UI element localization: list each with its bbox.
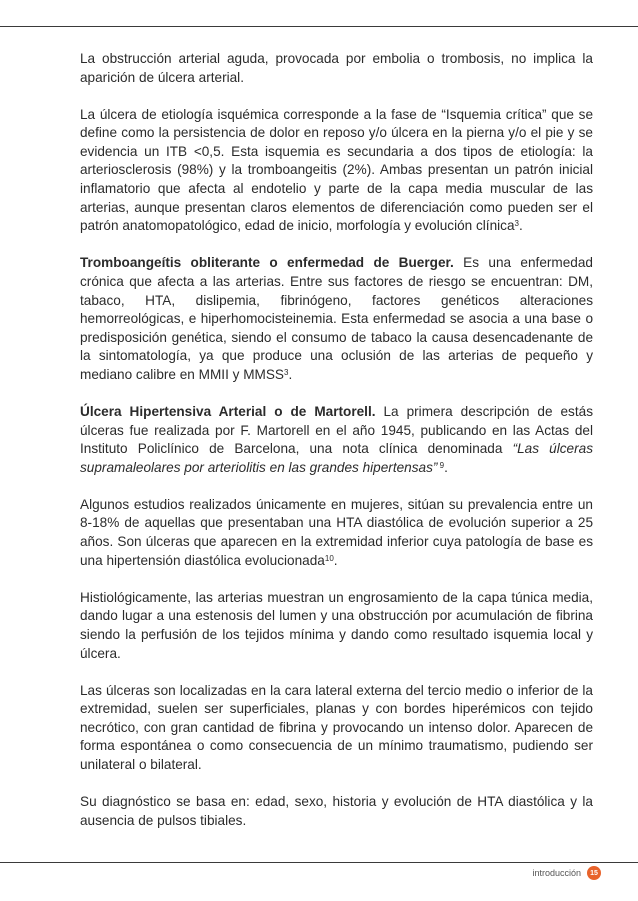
paragraph-tail: .: [333, 552, 338, 568]
citation-ref: 3: [514, 219, 519, 229]
paragraph-buerger: [80, 254, 593, 384]
paragraph-text: Las úlceras son localizadas en la cara lateral externa del tercio medio o inferior de la extremidad, suelen ser superficiales, planas y con bordes hiperémicos con tejido necrótico, con gran cantidad de fibrina y provocando un intenso dolor. Aparecen de forma espontánea o como consecuencia de un mínimo traumatismo, pudiendo ser unilateral o bilateral.: [80, 682, 593, 772]
citation-ref: 3: [283, 367, 289, 377]
paragraph-tail: .: [518, 218, 523, 234]
paragraph-text: La úlcera de etiología isquémica corresponde a la fase de “Isquemia crítica” que se define como la persistencia de dolor en reposo y/o úlcera en la pierna y/o el pie y se evidencia un ITB <0,5. Esta isquemia es secundaria a dos tipos de etiología: la arteriosclerosis (98%) y la tromboangeitis (2%). Ambas presentan un patrón inicial inflamatorio que afecta al endotelio y parte de la capa media muscular de las arterias, aunque presentan claros elementos de diferenciación como pueden ser el patrón anatomopatológico, edad de inicio, morfología y evolución clínica: [80, 106, 593, 234]
paragraph-text: La obstrucción arterial aguda, provocada por embolia o trombosis, no implica la aparición de úlcera arterial.: [80, 51, 593, 85]
paragraph-tail: .: [288, 366, 293, 382]
body-text: [80, 50, 593, 849]
paragraph-martorell: [80, 403, 593, 477]
citation-ref: 10: [324, 553, 334, 563]
footer-section-label: introducción: [532, 868, 581, 878]
paragraph-obstruccion: [80, 50, 593, 87]
section-heading-martorell: Úlcera Hipertensiva Arterial o de Martorell.: [80, 404, 376, 419]
citation-ref: 9: [437, 460, 445, 470]
paragraph-text: La primera descripción de estás úlceras fue realizada por F. Martorell en el año 1945, publicando en las Actas del Instituto Policlínico de Barcelona, una nota clínica denominada: [80, 404, 593, 457]
page-footer: [532, 866, 601, 880]
paragraph-prevalencia: [80, 496, 593, 570]
paragraph-text: Histiológicamente, las arterias muestran un engrosamiento de la capa túnica media, dando lugar a una estenosis del lumen y una obstrucción por acumulación de fibrina siendo la perfusión de los tejidos mínima y dando como resultado isquemia local y úlcera.: [80, 589, 593, 661]
bottom-rule: [0, 862, 638, 863]
paragraph-text: Su diagnóstico se basa en: edad, sexo, historia y evolución de HTA diastólica y la ausencia de pulsos tibiales.: [80, 794, 593, 828]
paragraph-tail: .: [444, 459, 448, 475]
section-heading-buerger: Tromboangeítis obliterante o enfermedad de Buerger.: [80, 255, 454, 271]
paragraph-etiologia: [80, 106, 593, 236]
paragraph-text: Es una enfermedad crónica que afecta a las arterias. Entre sus factores de riesgo se encuentran: DM, tabaco, HTA, dislipemia, fibrinógeno, factores genéticos alteraciones hemorreológicas, e hiperhomocisteinemia. Esta enfermedad se asocia a una base o predisposición genética, siendo el consumo de tabaco la causa desencadenante de la sintomatología, ya que produce una oclusión de las arterias de pequeño y mediano calibre en MMII y MMSS: [80, 255, 593, 382]
paragraph-text: Algunos estudios realizados únicamente en mujeres, sitúan su prevalencia entre un 8-18% de aquellas que presentaban una HTA diastólica de evolución superior a 25 años. Son úlceras que aparecen en la extremidad inferior cuya patología de base es una hipertensión diastólica evolucionada: [80, 496, 593, 568]
paragraph-diagnostico: [80, 793, 593, 830]
paragraph-localizacion: [80, 682, 593, 775]
quoted-title: “Las úlceras supramaleolares por arteriolitis en las grandes hipertensas”: [80, 441, 594, 475]
top-rule: [0, 26, 638, 27]
paragraph-histiologia: [80, 589, 593, 663]
page-number-badge: 15: [587, 866, 601, 880]
